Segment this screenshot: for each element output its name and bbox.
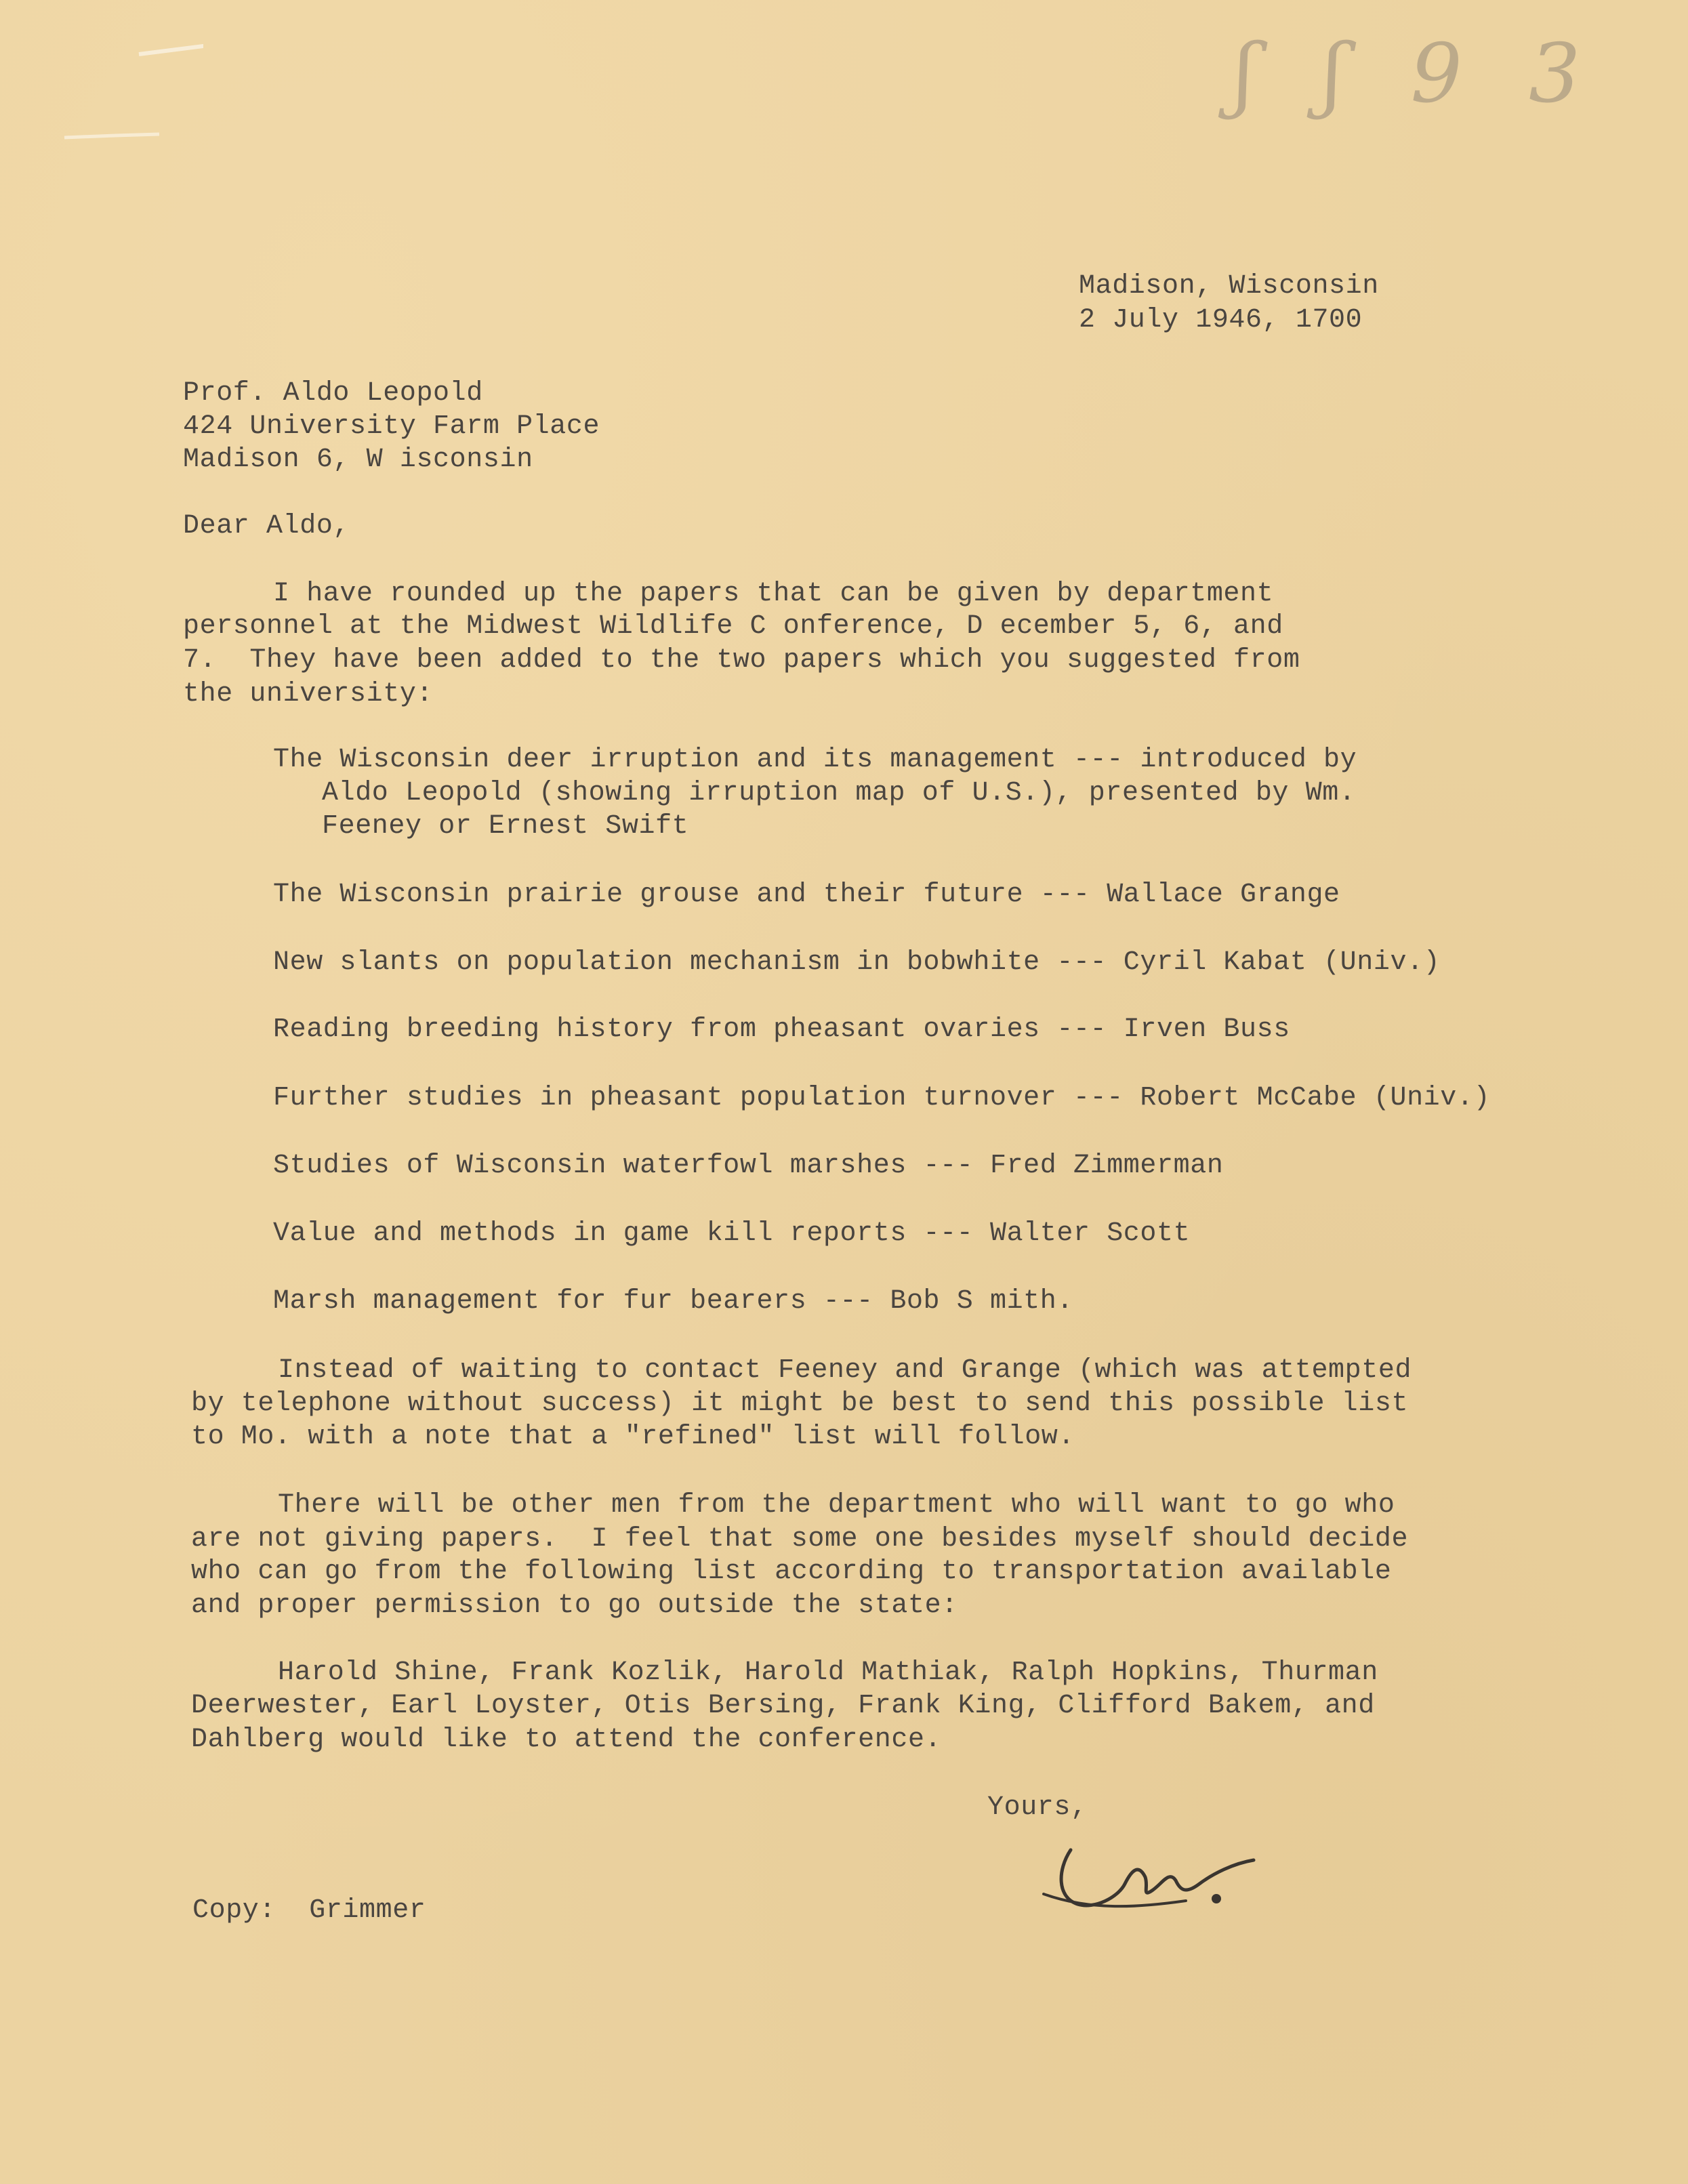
recipient-city: Madison 6, W isconsin [183,445,533,475]
paragraph-3-line: who can go from the following list according to transportation available [191,1557,1392,1587]
paper-item-continuation: Feeney or Ernest Swift [322,811,689,842]
recipient-street: 424 University Farm Place [183,411,600,442]
paper-item: Further studies in pheasant population turnover --- Robert McCabe (Univ.) [273,1083,1491,1113]
paper-item: The Wisconsin prairie grouse and their future --- Wallace Grange [273,880,1340,910]
paper-item: New slants on population mechanism in bobwhite --- Cyril Kabat (Univ.) [273,947,1441,978]
paragraph-2-line: to Mo. with a note that a "refined" list will follow. [191,1422,1075,1452]
paper-item: Marsh management for fur bearers --- Bob S mith. [273,1286,1073,1317]
paragraph-1-line: personnel at the Midwest Wildlife C onference, D ecember 5, 6, and [183,611,1283,642]
paragraph-3-line: and proper permission to go outside the state: [191,1590,958,1621]
paragraph-4-line: Dahlberg would like to attend the conference. [191,1725,942,1755]
archive-pencil-mark: ʃ ʃ 9 3 [1233,27,1601,121]
closing: Yours, [987,1792,1088,1823]
paragraph-2-line: Instead of waiting to contact Feeney and Grange (which was attempted [278,1355,1412,1386]
handwritten-signature [1030,1830,1301,1924]
paper-item: Value and methods in game kill reports --- Walter Scott [273,1218,1191,1249]
paragraph-1-line: I have rounded up the papers that can be given by department [273,579,1274,609]
paragraph-1-line: 7. They have been added to the two papers which you suggested from [183,645,1300,676]
paragraph-3-line: There will be other men from the department who will want to go who [278,1490,1395,1521]
paragraph-4-line: Deerwester, Earl Loyster, Otis Bersing, Frank King, Clifford Bakem, and [191,1691,1375,1721]
paragraph-1-line: the university: [183,679,434,709]
staple-marks [0,0,203,176]
paper-item: Studies of Wisconsin waterfowl marshes --- Fred Zimmerman [273,1151,1224,1181]
recipient-name: Prof. Aldo Leopold [183,378,483,409]
copy-notation: Copy: Grimmer [192,1895,426,1926]
paragraph-4-line: Harold Shine, Frank Kozlik, Harold Mathiak, Ralph Hopkins, Thurman [278,1657,1378,1688]
salutation: Dear Aldo, [183,511,350,541]
paper-item: The Wisconsin deer irruption and its management --- introduced by [273,745,1357,775]
paper-item: Reading breeding history from pheasant ovaries --- Irven Buss [273,1014,1290,1045]
letter-place: Madison, Wisconsin [1079,271,1379,302]
paragraph-3-line: are not giving papers. I feel that some one besides myself should decide [191,1524,1409,1554]
paper-item-continuation: Aldo Leopold (showing irruption map of U.S.), presented by Wm. [322,778,1356,808]
paragraph-2-line: by telephone without success) it might be best to send this possible list [191,1388,1409,1419]
letter-date: 2 July 1946, 1700 [1079,305,1363,335]
